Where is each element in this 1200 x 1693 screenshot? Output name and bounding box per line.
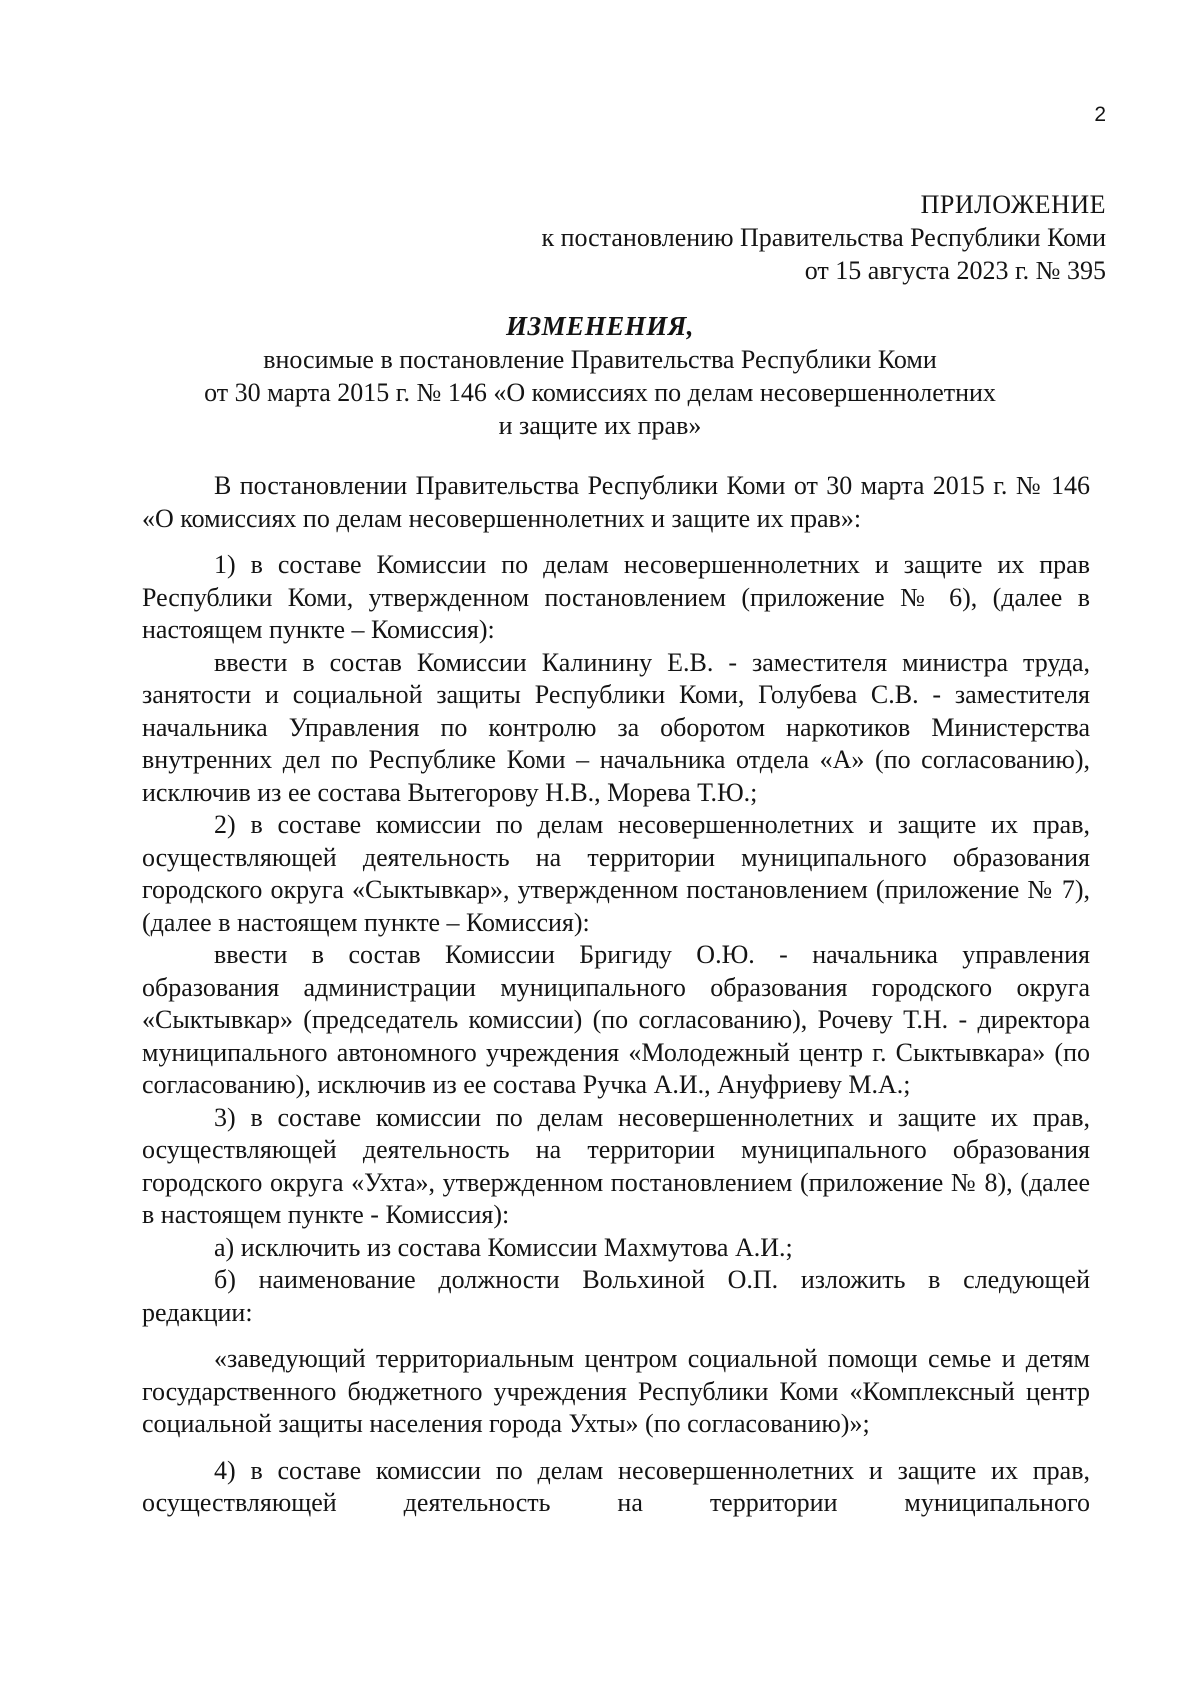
annex-line-1: к постановлению Правительства Республики Коми (541, 223, 1106, 252)
annex-label: ПРИЛОЖЕНИЕ (920, 190, 1106, 219)
intro-paragraph: В постановлении Правительства Республики Коми от 30 марта 2015 г. № 146 «О комиссиях по делам несовершеннолетних и защите их прав»: (142, 471, 1090, 533)
item-2-paragraph: 2) в составе комиссии по делам несовершеннолетних и защите их прав, осуществляющей деятельность на территории муниципального образования городского округа «Сыктывкар», утвержденном постановлением (приложение № 7), (далее в настоящем пункте – Комиссия): (142, 810, 1090, 937)
annex-line-2: от 15 августа 2023 г. № 395 (804, 256, 1106, 285)
item-3-quote-paragraph: «заведующий территориальным центром социальной помощи семье и детям государственного бюджетного учреждения Республики Коми «Комплексный центр социальной защиты населения города Ухты» (по согласованию)»; (142, 1344, 1090, 1438)
heading-line-1: вносимые в постановление Правительства Республики Коми (263, 345, 937, 374)
page-number: 2 (1094, 103, 1106, 126)
document-heading (120, 310, 1080, 442)
annex-block (541, 188, 1106, 287)
document-body (142, 470, 1090, 1520)
item-4-paragraph: 4) в составе комиссии по делам несовершеннолетних и защите их прав, осуществляющей деятельность на территории муниципального (142, 1455, 1090, 1517)
heading-line-3: и защите их прав» (498, 411, 702, 440)
item-3-a-paragraph: а) исключить из состава Комиссии Махмутова А.И.; (214, 1232, 793, 1262)
item-1-paragraph: 1) в составе Комиссии по делам несовершеннолетних и защите их прав Республики Коми, утвержденном постановлением (приложение № 6), (далее в настоящем пункте – Комиссия): (142, 550, 1090, 644)
item-2-text-paragraph: ввести в состав Комиссии Бригиду О.Ю. - начальника управления образования администрации муниципального образования городского округа «Сыктывкар» (председатель комиссии) (по согласованию), Рочеву Т.Н. - директора муниципального автономного учреждения «Молодежный центр г. Сыктывкара» (по согласованию), исключив из ее состава Ручка А.И., Ануфриеву М.А.; (142, 940, 1090, 1099)
heading-line-2: от 30 марта 2015 г. № 146 «О комиссиях по делам несовершеннолетних (204, 378, 996, 407)
item-3-paragraph: 3) в составе комиссии по делам несовершеннолетних и защите их прав, осуществляющей деятельность на территории муниципального образования городского округа «Ухта», утвержденном постановлением (приложение № 8), (далее в настоящем пункте - Комиссия): (142, 1102, 1090, 1229)
item-1-text-paragraph: ввести в состав Комиссии Калинину Е.В. - заместителя министра труда, занятости и социальной защиты Республики Коми, Голубева С.В. - заместителя начальника Управления по контролю за оборотом наркотиков Министерства внутренних дел по Республике Коми – начальника отдела «А» (по согласованию), исключив из ее состава Вытегорову Н.В., Морева Т.Ю.; (142, 647, 1090, 807)
heading-title: ИЗМЕНЕНИЯ, (505, 311, 695, 341)
item-3-b-paragraph: б) наименование должности Вольхиной О.П. изложить в следующей редакции: (142, 1265, 1090, 1327)
